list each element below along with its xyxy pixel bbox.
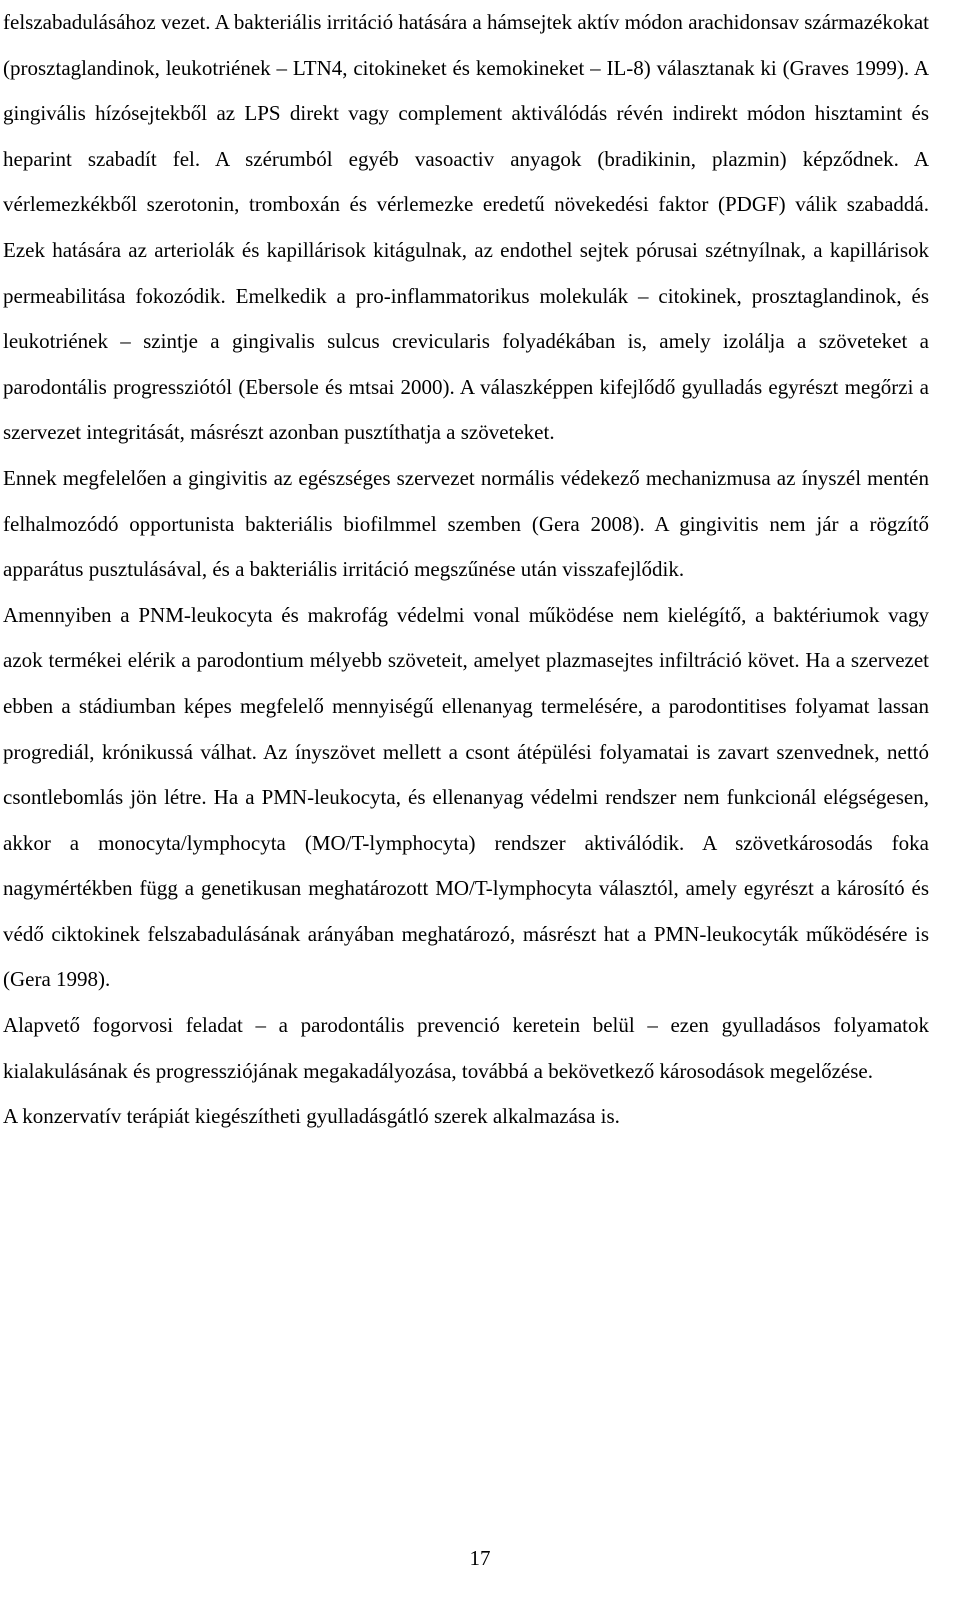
paragraph-parodontitis: Amennyiben a PNM-leukocyta és makrofág védelmi vonal működése nem kielégítő, a baktériumok vagy azok termékei elérik a parodontium mélyebb szöveteit, amelyet plazmasejtes infiltráció követ. Ha a szervezet ebben a stádiumban képes megfelelő mennyiségű ellenanyag termelésére, a parodontitises folyamat lassan progrediál, krónikussá válhat. Az ínyszövet mellett a csont átépülési folyamatai is zavart szenvednek, nettó csontlebomlás jön létre. Ha a PMN-leukocyta, és ellenanyag védelmi rendszer nem funkcionál elégségesen, akkor a monocyta/lymphocyta (MO/T-lymphocyta) rendszer aktiválódik. A szövetkárosodás foka nagymértékben függ a genetikusan meghatározott MO/T-lymphocyta választól, amely egyrészt a károsító és védő ciktokinek felszabadulásának arányában meghatározó, másrészt hat a PMN-leukocyták működésére is (Gera 1998). [3,602,929,992]
paragraph-inflammation-mechanism: felszabadulásához vezet. A bakteriális irritáció hatására a hámsejtek aktív módon arachidonsav származékokat (prosztaglandinok, leukotriének – LTN4, citokineket és kemokineket – IL-8) választanak ki (Graves 1999). A gingivális hízósejtekből az LPS direkt vagy complement aktiválódás révén indirekt módon hisztamint és heparint szabadít fel. A szérumból egyéb vasoactiv anyagok (bradikinin, plazmin) képződnek. A vérlemezkékből szerotonin, tromboxán és vérlemezke eredetű növekedési faktor (PDGF) válik szabaddá. Ezek hatására az arteriolák és kapillárisok kitágulnak, az endothel sejtek pórusai szétnyílnak, a kapillárisok permeabilitása fokozódik. Emelkedik a pro-inflammatorikus molekulák – citokinek, prosztaglandinok, és leukotriének – szintje a gingivalis sulcus crevicularis folyadékában is, amely izolálja a szöveteket a parodontális progressziótól (Ebersole és mtsai 2000). A válaszképpen kifejlődő gyulladás egyrészt megőrzi a szervezet integritását, másrészt azonban pusztíthatja a szöveteket. [3,10,929,445]
page-body [3,0,929,1140]
paragraph-prevention: Alapvető fogorvosi feladat – a parodontális prevenció keretein belül – ezen gyulladásos folyamatok kialakulásának és progressziójának megakadályozása, továbbá a bekövetkező károsodások megelőzése. [3,1013,929,1083]
paragraph-gingivitis: Ennek megfelelően a gingivitis az egészséges szervezet normális védekező mechanizmusa az ínyszél mentén felhalmozódó opportunista bakteriális biofilmmel szemben (Gera 2008). A gingivitis nem jár a rögzítő apparátus pusztulásával, és a bakteriális irritáció megszűnése után visszafejlődik. [3,465,929,582]
paragraph-therapy: A konzervatív terápiát kiegészítheti gyulladásgátló szerek alkalmazása is. [3,1104,620,1129]
page-number: 17 [469,1546,491,1570]
